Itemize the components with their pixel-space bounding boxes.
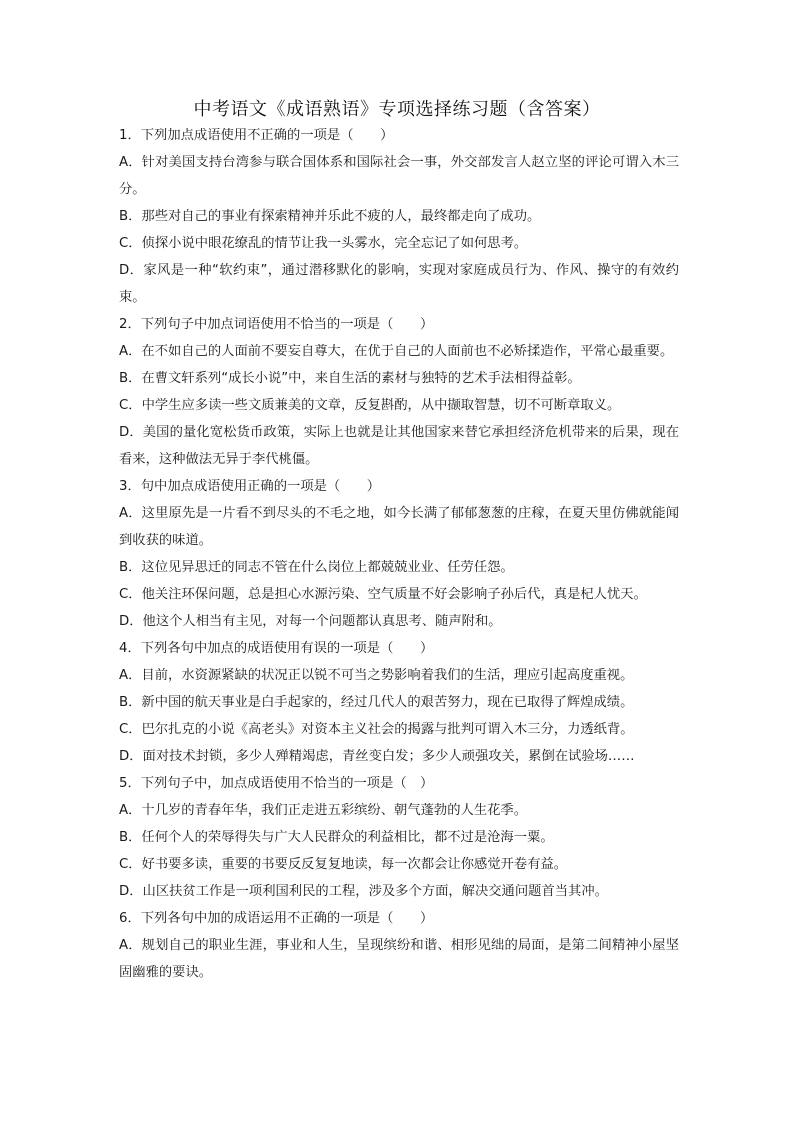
question-stem: 3．句中加点成语使用正确的一项是（ ） <box>119 479 381 494</box>
question-option: C．侦探小说中眼花缭乱的情节让我一头雾水，完全忘记了如何思考。 <box>119 236 528 251</box>
question-option: C．他关注环保问题，总是担心水源污染、空气质量不好会影响子孙后代，真是杞人忧天。 <box>119 587 647 602</box>
question-stem: 5．下列句子中，加点成语使用不恰当的一项是（ ） <box>119 776 434 791</box>
question-option: A．十几岁的青春年华，我们正走进五彩缤纷、朝气蓬勃的人生花季。 <box>119 803 528 818</box>
question-option: A．在不如自己的人面前不要妄自尊大，在优于自己的人面前也不必矫揉造作，平常心最重要。 <box>119 344 674 359</box>
question-option: D．他这个人相当有主见，对每一个问题都认真思考、随声附和。 <box>119 614 502 629</box>
question-stem: 4．下列各句中加点的成语使用有误的一项是（ ） <box>119 641 434 656</box>
question-stem: 1．下列加点成语使用不正确的一项是（ ） <box>119 128 394 143</box>
question-option: A．这里原先是一片看不到尽头的不毛之地，如今长满了郁郁葱葱的庄稼，在夏天里仿佛就能闻到收获的味道。 <box>119 506 679 548</box>
question-list <box>119 122 679 986</box>
question-option: A．规划自己的职业生涯，事业和人生，呈现缤纷和谐、相形见绌的局面，是第二间精神小屋坚固幽雅的要诀。 <box>119 938 679 980</box>
question-option: B．那些对自己的事业有探索精神并乐此不疲的人，最终都走向了成功。 <box>119 209 541 224</box>
question-option: A．针对美国支持台湾参与联合国体系和国际社会一事，外交部发言人赵立坚的评论可谓入木三分。 <box>119 155 679 197</box>
question-option: B．在曹文轩系列“成长小说”中，来自生活的素材与独特的艺术手法相得益彰。 <box>119 371 581 386</box>
question-option: D．家风是一种“软约束”，通过潜移默化的影响，实现对家庭成员行为、作风、操守的有效约束。 <box>119 263 679 305</box>
question-stem: 2．下列句子中加点词语使用不恰当的一项是（ ） <box>119 317 434 332</box>
question-option: C．好书要多读，重要的书要反反复复地读，每一次都会让你感觉开卷有益。 <box>119 857 568 872</box>
question-option: B．这位见异思迁的同志不管在什么岗位上都兢兢业业、任劳任怨。 <box>119 560 514 575</box>
question-option: B．新中国的航天事业是白手起家的，经过几代人的艰苦努力，现在已取得了辉煌成绩。 <box>119 695 634 710</box>
question-option: C．巴尔扎克的小说《高老头》对资本主义社会的揭露与批判可谓入木三分，力透纸背。 <box>119 722 634 737</box>
question-option: C．中学生应多读一些文质兼美的文章，反复斟酌，从中撷取智慧，切不可断章取义。 <box>119 398 621 413</box>
question-stem: 6．下列各句中加的成语运用不正确的一项是（ ） <box>119 911 434 926</box>
page-title: 中考语文《成语熟语》专项选择练习题（含答案） <box>193 99 601 120</box>
question-option: D．山区扶贫工作是一项利国利民的工程，涉及多个方面，解决交通问题首当其冲。 <box>119 884 608 899</box>
question-option: A．目前，水资源紧缺的状况正以锐不可当之势影响着我们的生活，理应引起高度重视。 <box>119 668 634 683</box>
question-option: D．美国的量化宽松货币政策，实际上也就是让其他国家来替它承担经济危机带来的后果，现在看来，这种做法无异于李代桃僵。 <box>119 425 679 467</box>
question-option: D．面对技术封锁，多少人殚精竭虑，青丝变白发；多少人顽强攻关，累倒在试验场…… <box>119 749 635 764</box>
question-option: B．任何个人的荣辱得失与广大人民群众的利益相比，都不过是沧海一粟。 <box>119 830 554 845</box>
